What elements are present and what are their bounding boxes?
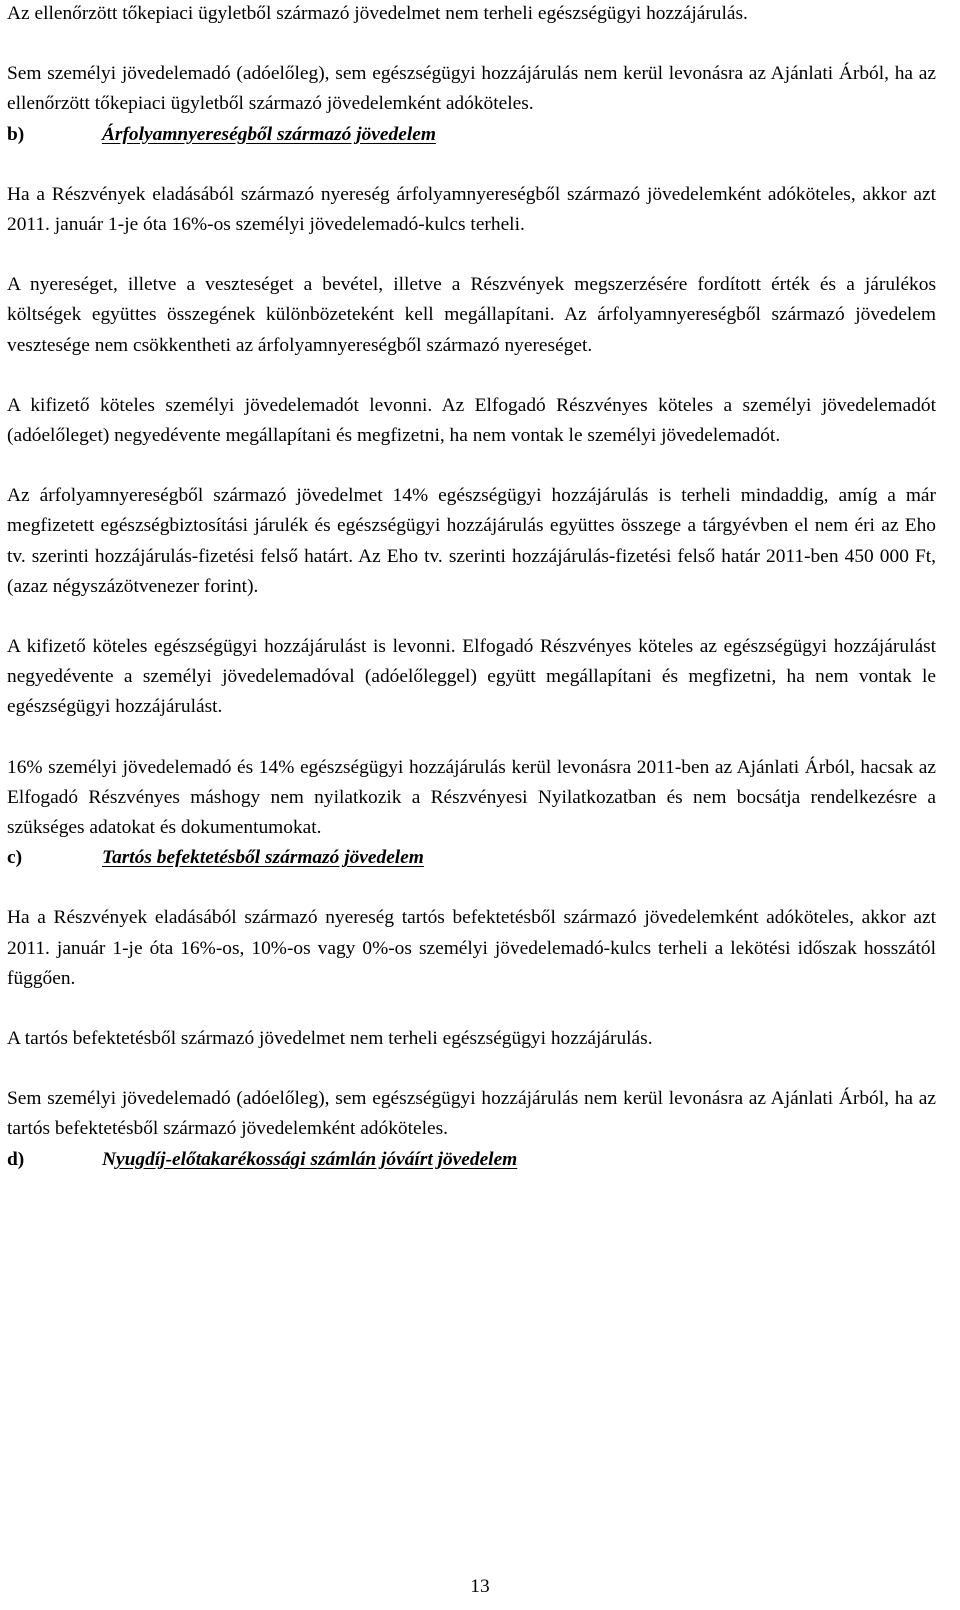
page-number: 13 xyxy=(470,1576,490,1597)
section-title-b: Árfolyamnyereségből származó jövedelem xyxy=(102,123,436,145)
paragraph-payer-withholding: A kifizető köteles személyi jövedelemadót levonni. Az Elfogadó Részvényes köteles a személyi jövedelemadót (adóelőleget) negyedévente megállapítani és megfizetni, ha nem vontak le személyi jövedelemadót. xyxy=(7,394,936,447)
paragraph-gain-calculation: A nyereséget, illetve a veszteséget a bevétel, illetve a Részvények megszerzésére fordított érték és a járulékos költségek együttes összegének különbözeteként kell megállapítani. Az árfolyamnyereségből származó jövedelem vesztesége nem csökkentheti az árfolyamnyereségből származó nyereséget. xyxy=(7,274,936,356)
section-title-c: Tartós befektetésből származó jövedelem xyxy=(102,847,424,869)
paragraph-capital-gains-rate: Ha a Részvények eladásából származó nyereség árfolyamnyereségből származó jövedelemként adóköteles, akkor azt 2011. január 1-je óta 16%-os személyi jövedelemadó-kulcs terheli. xyxy=(7,183,936,236)
paragraph-no-withholding: Sem személyi jövedelemadó (adóelőleg), sem egészségügyi hozzájárulás nem kerül levonásra az Ajánlati Árból, ha az ellenőrzött tőkepiaci ügyletből származó jövedelemként adóköteles. xyxy=(7,63,936,115)
section-title-d xyxy=(102,1149,517,1170)
section-heading-c xyxy=(7,843,936,873)
paragraph-long-term-no-withholding: Sem személyi jövedelemadó (adóelőleg), sem egészségügyi hozzájárulás nem kerül levonásra az Ajánlati Árból, ha az tartós befektetésből származó jövedelemként adóköteles. xyxy=(7,1088,936,1140)
section-letter-d: d) xyxy=(7,1148,25,1170)
paragraph-long-term-ehi: A tartós befektetésből származó jövedelmet nem terheli egészségügyi hozzájárulás. xyxy=(7,1028,653,1050)
section-heading-d xyxy=(7,1145,936,1175)
section-letter-c: c) xyxy=(7,847,23,869)
section-heading-b xyxy=(7,120,936,150)
section-letter-b: b) xyxy=(7,123,25,145)
paragraph-health-contribution: Az árfolyamnyereségből származó jövedelmet 14% egészségügyi hozzájárulás is terheli mindaddig, amíg a már megfizetett egészségbiztosítási járulék és egészségügyi hozzájárulás együttes összege a tárgyévben el nem éri az Eho tv. szerinti hozzájárulás-fizetési felső határt. Az Eho tv. szerinti hozzájárulás-fizetési felső határ 2011-ben 450 000 Ft, (azaz négyszázötvenezer forint). xyxy=(7,485,936,597)
paragraph-deduction-2011: 16% személyi jövedelemadó és 14% egészségügyi hozzájárulás kerül levonásra 2011-ben az Ajánlati Árból, hacsak az Elfogadó Részvényes máshogy nem nyilatkozik a Részvényesi Nyilatkozatban és nem bocsátja rendelkezésre a szükséges adatokat és dokumentumokat. xyxy=(7,756,936,839)
section-title-d-first-letter: N xyxy=(102,1148,117,1170)
paragraph-ehi-exemption: Az ellenőrzött tőkepiaci ügyletből származó jövedelmet nem terheli egészségügyi hozzájárulás. xyxy=(7,3,748,24)
document-page xyxy=(7,0,936,1175)
paragraph-long-term-rate: Ha a Részvények eladásából származó nyereség tartós befektetésből származó jövedelemként adóköteles, akkor azt 2011. január 1-je óta 16%-os, 10%-os vagy 0%-os személyi jövedelemadó-kulcs terheli a lekötési időszak hosszától függően. xyxy=(7,907,936,989)
section-title-d-rest: yugdíj-előtakarékossági számlán jóváírt jövedelem xyxy=(116,1148,518,1170)
paragraph-health-withholding: A kifizető köteles egészségügyi hozzájárulást is levonni. Elfogadó Részvényes köteles az egészségügyi hozzájárulást negyedévente a személyi jövedelemadóval (adóelőleggel) együtt megállapítani és megfizetni, ha nem vontak le egészségügyi hozzájárulást. xyxy=(7,636,936,718)
